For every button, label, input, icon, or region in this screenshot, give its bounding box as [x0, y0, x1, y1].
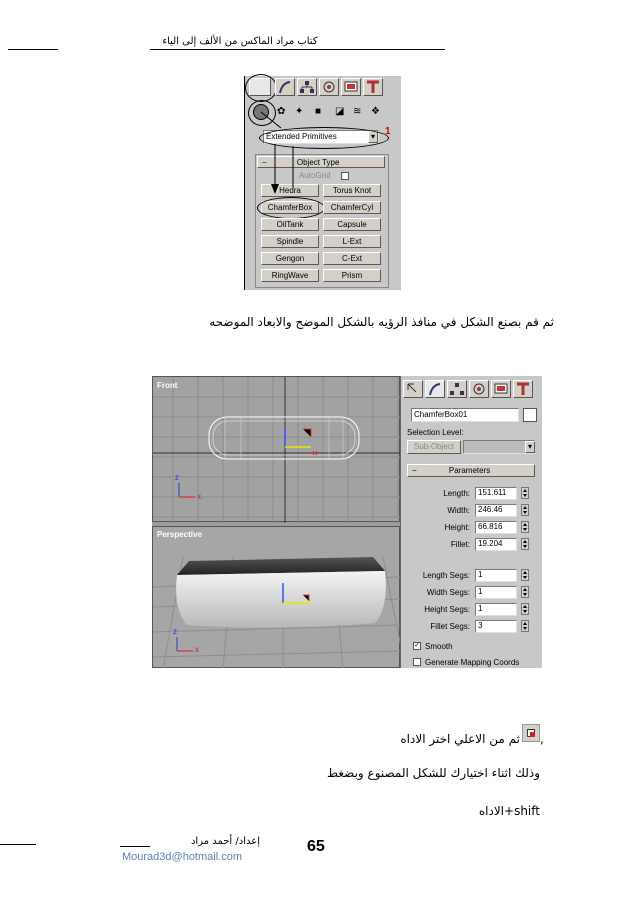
parameters-rollout-header[interactable]: [407, 464, 535, 477]
smooth-label: Smooth: [425, 642, 453, 651]
selection-level-label: Selection Level:: [407, 428, 464, 437]
create-panel-screenshot: [244, 76, 401, 290]
primitive-button-4[interactable]: ChamferCyl: [323, 201, 381, 214]
fillet-field[interactable]: 19.204: [475, 538, 517, 551]
modify-panel: [400, 376, 542, 668]
display-tool-icon: [522, 724, 540, 742]
width-segs-field[interactable]: 1: [475, 586, 517, 599]
front-viewport-grid: [153, 377, 401, 523]
primitive-button-7[interactable]: Spindle: [261, 235, 319, 248]
length-field[interactable]: 151.611: [475, 487, 517, 500]
header-title: كتاب مراد الماكس من الألف إلى الياء: [140, 36, 340, 47]
mapping-label: Generate Mapping Coords: [425, 658, 520, 667]
height-segs-label: Height Segs:: [424, 605, 470, 614]
body-line-3: shift+الاداه: [478, 804, 540, 818]
width-segs-label: Width Segs:: [426, 588, 470, 597]
shapes-icon[interactable]: ✿: [277, 106, 286, 117]
fillet-spinner[interactable]: [521, 538, 529, 550]
sub-object-button[interactable]: Sub-Object: [407, 440, 461, 454]
body-line-2: وذلك اثناء اختيارك للشكل المصنوع وبضغط: [327, 766, 540, 780]
lights-icon[interactable]: ✦: [295, 106, 304, 117]
length-label: Length:: [443, 489, 470, 498]
footer-email[interactable]: Mourad3d@hotmail.com: [122, 851, 242, 863]
primitive-button-12[interactable]: Prism: [323, 269, 381, 282]
footer-author: إعداد/ أحمد مراد: [150, 836, 260, 847]
length-segs-label: Length Segs:: [422, 571, 470, 580]
helpers-icon[interactable]: ◪: [335, 106, 345, 117]
caption-1: ثم قم بصنع الشكل في منافذ الرؤيه بالشكل الموضح والابعاد الموضحه: [209, 315, 554, 329]
object-type-rollout-title: Object Type: [296, 158, 340, 167]
smooth-checkbox[interactable]: ✓: [414, 642, 420, 649]
perspective-viewport-label[interactable]: Perspective: [157, 530, 202, 539]
parameters-collapse-icon: −: [412, 466, 417, 475]
page-number: 65: [307, 838, 325, 855]
width-field[interactable]: 246.46: [475, 504, 517, 517]
perspective-axis-x: x: [195, 645, 199, 654]
panel-create-tab-icon[interactable]: [403, 380, 423, 398]
systems-icon[interactable]: ❖: [371, 106, 380, 117]
primitive-button-10[interactable]: C-Ext: [323, 252, 381, 265]
header-left-rule: [8, 49, 58, 50]
primitive-type-dropdown-value: Extended Primitives: [266, 132, 337, 141]
rollout-collapse-icon: −: [262, 158, 267, 167]
body-line-1: ثم من الاعلي اختر الاداه: [400, 732, 520, 746]
footer-left-rule: [0, 844, 36, 845]
cameras-icon[interactable]: ■: [315, 106, 322, 117]
object-name-field[interactable]: ChamferBox01: [411, 408, 519, 422]
fillet-segs-label: Fillet Segs:: [430, 622, 470, 631]
header-right-rule: [150, 49, 445, 50]
height-field[interactable]: 66.816: [475, 521, 517, 534]
viewport-screenshot: [152, 376, 542, 668]
front-axis-z: z: [175, 473, 179, 482]
spacewarps-icon[interactable]: ≋: [353, 106, 362, 117]
height-label: Height:: [444, 523, 470, 532]
width-label: Width:: [447, 506, 470, 515]
panel-display-tab-icon[interactable]: [491, 380, 511, 398]
panel-hierarchy-tab-icon[interactable]: [447, 380, 467, 398]
primitive-button-2[interactable]: Torus Knot: [323, 184, 381, 197]
panel-motion-tab-icon[interactable]: [469, 380, 489, 398]
dropdown-arrow[interactable]: ▾: [368, 131, 378, 143]
callout-number: 1: [385, 126, 391, 137]
perspective-viewport[interactable]: [152, 526, 400, 668]
width-segs-spinner[interactable]: [521, 586, 529, 598]
object-color-swatch[interactable]: [523, 408, 537, 422]
fillet-label: Fillet:: [450, 540, 470, 549]
height-segs-field[interactable]: 1: [475, 603, 517, 616]
height-spinner[interactable]: [521, 521, 529, 533]
primitive-button-3[interactable]: ChamferBox: [261, 201, 319, 214]
length-spinner[interactable]: [521, 487, 529, 499]
panel-modify-tab-icon[interactable]: [425, 380, 445, 398]
primitive-button-1[interactable]: Hedra: [261, 184, 319, 197]
display-tool-comma: ,: [540, 732, 544, 746]
front-viewport[interactable]: [152, 376, 400, 522]
panel-utilities-tab-icon[interactable]: [513, 380, 533, 398]
step-arrows: [245, 76, 401, 290]
mapping-checkbox[interactable]: [413, 658, 421, 666]
sub-object-dropdown-arrow[interactable]: ▾: [525, 441, 535, 453]
front-axis-x: x: [197, 492, 201, 501]
parameters-rollout-title: Parameters: [448, 466, 491, 475]
autogrid-label: AutoGrid: [299, 171, 331, 180]
perspective-axis-z: z: [173, 627, 177, 636]
front-viewport-label[interactable]: Front: [157, 381, 178, 390]
primitive-button-8[interactable]: L-Ext: [323, 235, 381, 248]
width-spinner[interactable]: [521, 504, 529, 516]
perspective-scene: [153, 527, 401, 668]
height-segs-spinner[interactable]: [521, 603, 529, 615]
fillet-segs-field[interactable]: 3: [475, 620, 517, 633]
length-segs-field[interactable]: 1: [475, 569, 517, 582]
primitive-button-9[interactable]: Gengon: [261, 252, 319, 265]
primitive-button-6[interactable]: Capsule: [323, 218, 381, 231]
length-segs-spinner[interactable]: [521, 569, 529, 581]
primitive-button-5[interactable]: OilTank: [261, 218, 319, 231]
primitive-button-11[interactable]: RingWave: [261, 269, 319, 282]
fillet-segs-spinner[interactable]: [521, 620, 529, 632]
